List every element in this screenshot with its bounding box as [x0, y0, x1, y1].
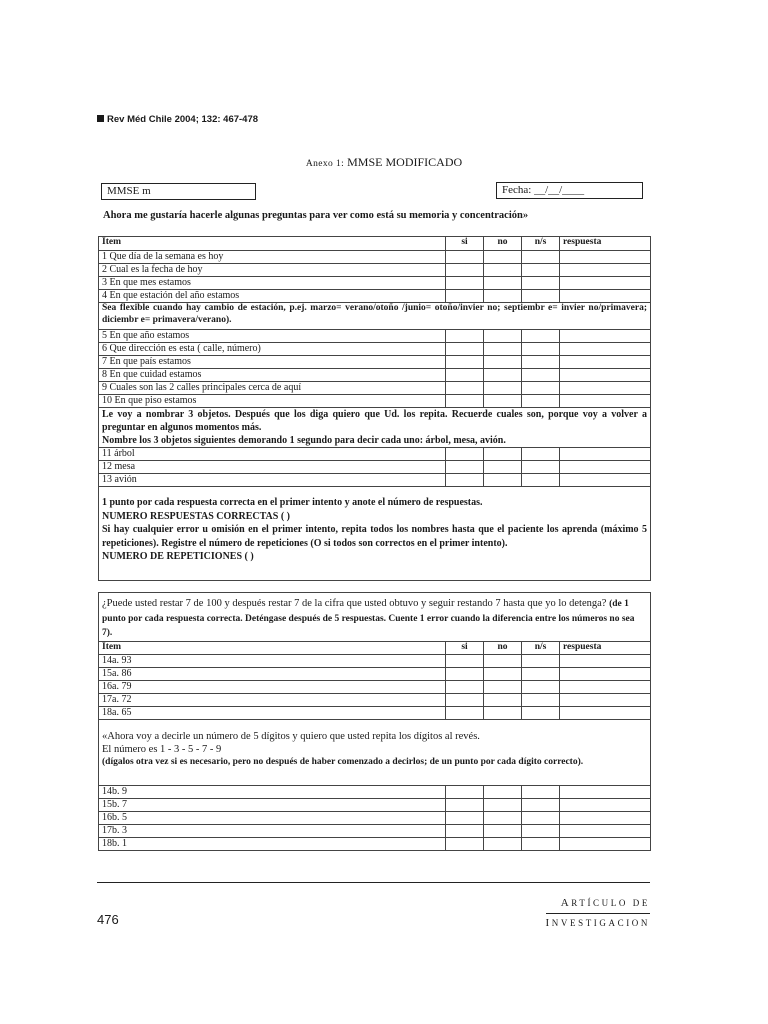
- table-row: [99, 706, 651, 719]
- scoring-text-1: 1 punto por cada respuesta correcta en el primer intento y anote el número de respuestas.: [102, 497, 483, 508]
- table-row: [99, 811, 651, 824]
- annex-name: MMSE MODIFICADO: [347, 155, 463, 169]
- item-label: 3 En que mes estamos: [99, 277, 446, 290]
- table-row: [99, 824, 651, 837]
- cell-ns: [522, 474, 560, 487]
- cell-no: [484, 356, 522, 369]
- cell-no: [484, 474, 522, 487]
- subtraction-question: [99, 593, 651, 642]
- col-si: si: [446, 641, 484, 654]
- cell-ns: [522, 706, 560, 719]
- digits-note: (dígalos otra vez si es necesario, pero no después de haber comenzado a decirlos; de un punto por cada dígito correcto).: [102, 756, 584, 767]
- cell-si: [446, 680, 484, 693]
- table-row: [99, 785, 651, 798]
- cell-si: [446, 837, 484, 850]
- section-label-2-rest: NVESTIGACION: [551, 918, 650, 928]
- table-row: [99, 474, 651, 487]
- cell-no: [484, 811, 522, 824]
- cell-ns: [522, 382, 560, 395]
- cell-respuesta: [560, 798, 651, 811]
- col-no: no: [484, 237, 522, 251]
- square-bullet-icon: [97, 115, 104, 122]
- cell-si: [446, 382, 484, 395]
- item-label: 10 En que piso estamos: [99, 395, 446, 408]
- cell-respuesta: [560, 811, 651, 824]
- cell-no: [484, 369, 522, 382]
- cell-ns: [522, 667, 560, 680]
- cell-no: [484, 693, 522, 706]
- item-label: 14a. 93: [99, 654, 446, 667]
- digits-text-2: El número es 1 - 3 - 5 - 7 - 9: [102, 743, 222, 755]
- cell-si: [446, 264, 484, 277]
- cell-ns: [522, 785, 560, 798]
- item-label: 8 En que cuidad estamos: [99, 369, 446, 382]
- repetitions-count: NUMERO DE REPETICIONES ( ): [102, 551, 254, 562]
- item-label: 17a. 72: [99, 693, 446, 706]
- cell-si: [446, 811, 484, 824]
- cell-ns: [522, 824, 560, 837]
- table-row: [99, 798, 651, 811]
- item-label: 1 Que día de la semana es hoy: [99, 251, 446, 264]
- cell-respuesta: [560, 395, 651, 408]
- table-row: [99, 343, 651, 356]
- cell-si: [446, 277, 484, 290]
- cell-respuesta: [560, 448, 651, 461]
- question-bold: (de 1 punto por cada respuesta correcta. Deténgase después de 5 respuestas. Cuente 1 error cuando la diferencia entre los números no sea 7).: [102, 599, 635, 638]
- footer-divider: [97, 882, 650, 883]
- header-row: [99, 237, 651, 251]
- annex-title: [0, 155, 768, 170]
- intro-text: Ahora me gustaría hacerle algunas preguntas para ver como está su memoria y concentración»: [103, 210, 529, 221]
- cell-ns: [522, 356, 560, 369]
- item-label: 9 Cuales son las 2 calles principales cerca de aquí: [99, 382, 446, 395]
- cell-no: [484, 837, 522, 850]
- header-row: [99, 641, 651, 654]
- cell-ns: [522, 654, 560, 667]
- item-label: 14b. 9: [99, 785, 446, 798]
- cell-respuesta: [560, 785, 651, 798]
- item-label: 18a. 65: [99, 706, 446, 719]
- cell-respuesta: [560, 369, 651, 382]
- cell-ns: [522, 251, 560, 264]
- cell-si: [446, 706, 484, 719]
- date-field: Fecha: __/__/____: [496, 182, 643, 199]
- table-row: [99, 264, 651, 277]
- cell-si: [446, 785, 484, 798]
- item-label: 11 árbol: [99, 448, 446, 461]
- mmse-field: MMSE m: [101, 183, 256, 200]
- table-row: [99, 448, 651, 461]
- cell-ns: [522, 277, 560, 290]
- table-row: [99, 356, 651, 369]
- cell-no: [484, 798, 522, 811]
- scoring-text-2: Si hay cualquier error u omisión en el primer intento, repita todos los nombres hasta que el paciente los aprenda (máximo 5 repeticiones). Registre el número de repeticiones (O si todos son correctos en el primer intento).: [102, 524, 647, 549]
- annex-prefix: Anexo 1:: [305, 159, 345, 169]
- item-label: 12 mesa: [99, 461, 446, 474]
- correct-answers-count: NUMERO RESPUESTAS CORRECTAS ( ): [102, 510, 290, 522]
- col-item: Item: [99, 641, 446, 654]
- cell-ns: [522, 461, 560, 474]
- subtraction-question-row: [99, 593, 651, 642]
- cell-respuesta: [560, 382, 651, 395]
- cell-respuesta: [560, 474, 651, 487]
- col-ns: n/s: [522, 237, 560, 251]
- cell-no: [484, 382, 522, 395]
- table-row: [99, 277, 651, 290]
- table-row: [99, 654, 651, 667]
- mmse-table-1: [98, 236, 651, 581]
- journal-citation: Rev Méd Chile 2004; 132: 467-478: [97, 114, 258, 125]
- season-note-row: [99, 303, 651, 330]
- objects-note-1: Le voy a nombrar 3 objetos. Después que los diga quiero que Ud. los repita. Recuerde cuales son, porque voy a volver a preguntar en algunos momentos más.: [102, 409, 647, 433]
- cell-no: [484, 343, 522, 356]
- season-note: Sea flexible cuando hay cambio de estación, p.ej. marzo= verano/otoño /junio= otoño/invier no; septiembr e= invier no/primavera; diciembr e= primavera/verano).: [99, 303, 651, 330]
- section-label-2-cap: I: [545, 917, 552, 929]
- table-row: [99, 837, 651, 850]
- objects-note: [99, 408, 651, 448]
- scoring-instructions: [99, 487, 651, 581]
- cell-si: [446, 251, 484, 264]
- item-label: 16b. 5: [99, 811, 446, 824]
- objects-note-row: [99, 408, 651, 448]
- item-label: 5 En que año estamos: [99, 330, 446, 343]
- table-row: [99, 382, 651, 395]
- table-row: [99, 667, 651, 680]
- cell-no: [484, 667, 522, 680]
- cell-no: [484, 395, 522, 408]
- digits-text-1: «Ahora voy a decirle un número de 5 dígitos y quiero que usted repita los dígitos al revés.: [102, 730, 480, 742]
- cell-no: [484, 706, 522, 719]
- cell-ns: [522, 264, 560, 277]
- digits-instruction: [99, 719, 651, 785]
- table-row: [99, 693, 651, 706]
- cell-si: [446, 798, 484, 811]
- item-label: 6 Que dirección es esta ( calle, número): [99, 343, 446, 356]
- table-row: [99, 330, 651, 343]
- cell-si: [446, 290, 484, 303]
- mmse-table-2: [98, 592, 651, 851]
- section-label-1-cap: A: [560, 897, 572, 909]
- table-row: [99, 680, 651, 693]
- item-label: 7 En que país estamos: [99, 356, 446, 369]
- cell-no: [484, 680, 522, 693]
- cell-no: [484, 277, 522, 290]
- cell-ns: [522, 680, 560, 693]
- cell-ns: [522, 448, 560, 461]
- cell-respuesta: [560, 277, 651, 290]
- cell-respuesta: [560, 356, 651, 369]
- table-row: [99, 461, 651, 474]
- cell-respuesta: [560, 330, 651, 343]
- col-item: Item: [99, 237, 446, 251]
- col-respuesta: respuesta: [560, 641, 651, 654]
- cell-respuesta: [560, 837, 651, 850]
- cell-si: [446, 461, 484, 474]
- col-si: si: [446, 237, 484, 251]
- cell-si: [446, 330, 484, 343]
- digits-instruction-row: [99, 719, 651, 785]
- table-row: [99, 290, 651, 303]
- cell-ns: [522, 798, 560, 811]
- cell-no: [484, 461, 522, 474]
- item-label: 4 En que estación del año estamos: [99, 290, 446, 303]
- item-label: 15a. 86: [99, 667, 446, 680]
- cell-ns: [522, 343, 560, 356]
- cell-respuesta: [560, 654, 651, 667]
- cell-respuesta: [560, 693, 651, 706]
- cell-ns: [522, 693, 560, 706]
- cell-ns: [522, 290, 560, 303]
- cell-si: [446, 654, 484, 667]
- question-plain: ¿Puede usted restar 7 de 100 y después restar 7 de la cifra que usted obtuvo y seguir restando 7 hasta que yo lo detenga?: [102, 598, 607, 609]
- cell-si: [446, 356, 484, 369]
- col-no: no: [484, 641, 522, 654]
- cell-respuesta: [560, 680, 651, 693]
- objects-note-2: Nombre los 3 objetos siguientes demorando 1 segundo para decir cada uno: árbol, mesa, avión.: [102, 435, 506, 446]
- cell-ns: [522, 837, 560, 850]
- col-respuesta: respuesta: [560, 237, 651, 251]
- section-label-2: [546, 913, 650, 929]
- page-number: 476: [97, 912, 119, 927]
- section-label-1-rest: RTÍCULO DE: [571, 898, 650, 908]
- cell-respuesta: [560, 251, 651, 264]
- cell-ns: [522, 369, 560, 382]
- cell-si: [446, 369, 484, 382]
- cell-si: [446, 474, 484, 487]
- item-label: 15b. 7: [99, 798, 446, 811]
- cell-no: [484, 785, 522, 798]
- item-label: 2 Cual es la fecha de hoy: [99, 264, 446, 277]
- cell-si: [446, 693, 484, 706]
- cell-respuesta: [560, 264, 651, 277]
- cell-no: [484, 654, 522, 667]
- cell-no: [484, 824, 522, 837]
- cell-no: [484, 251, 522, 264]
- cell-si: [446, 448, 484, 461]
- scoring-row: [99, 487, 651, 581]
- cell-si: [446, 667, 484, 680]
- cell-no: [484, 330, 522, 343]
- cell-no: [484, 290, 522, 303]
- cell-ns: [522, 395, 560, 408]
- table-row: [99, 251, 651, 264]
- cell-no: [484, 448, 522, 461]
- cell-respuesta: [560, 824, 651, 837]
- cell-respuesta: [560, 706, 651, 719]
- item-label: 17b. 3: [99, 824, 446, 837]
- cell-si: [446, 343, 484, 356]
- cell-respuesta: [560, 667, 651, 680]
- cell-si: [446, 824, 484, 837]
- cell-ns: [522, 811, 560, 824]
- item-label: 16a. 79: [99, 680, 446, 693]
- section-label-1: [561, 897, 650, 909]
- item-label: 13 avión: [99, 474, 446, 487]
- col-ns: n/s: [522, 641, 560, 654]
- cell-respuesta: [560, 461, 651, 474]
- cell-ns: [522, 330, 560, 343]
- table-row: [99, 369, 651, 382]
- item-label: 18b. 1: [99, 837, 446, 850]
- table-row: [99, 395, 651, 408]
- cell-no: [484, 264, 522, 277]
- cell-respuesta: [560, 343, 651, 356]
- cell-si: [446, 395, 484, 408]
- cell-respuesta: [560, 290, 651, 303]
